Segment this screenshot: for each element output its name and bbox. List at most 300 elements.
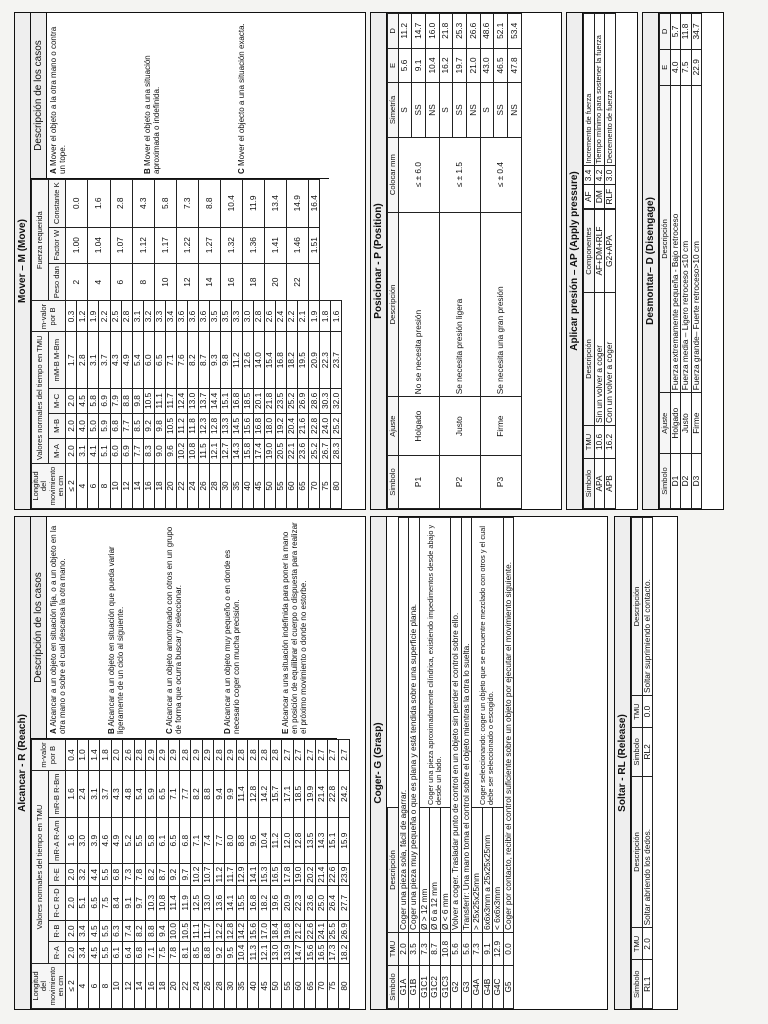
table-cell: 7.3: [419, 933, 430, 966]
table-cell: 11.2: [214, 864, 225, 886]
table-cell: 3.7: [99, 332, 110, 388]
table-cell: 21.8: [439, 14, 453, 49]
table-cell: 15.5: [236, 885, 247, 920]
table-row: [168, 740, 179, 1009]
table-cell: 2.2: [99, 301, 110, 332]
table-cell: SS: [453, 83, 467, 137]
table-cell: 22: [176, 464, 187, 509]
table-cell: 2.9: [202, 740, 213, 771]
table-cell: 16.0: [425, 14, 439, 49]
table-cell: G4A: [472, 966, 483, 1009]
reach-col-desc: Descripción de los casos: [31, 517, 47, 738]
table-row: [316, 740, 327, 1009]
table-cell: 2.8: [248, 740, 259, 771]
table-cell: 13.6: [214, 885, 225, 920]
table-cell: 1.6: [88, 180, 110, 228]
position-col-e: E: [388, 48, 399, 83]
table-cell: S: [439, 83, 453, 137]
table-cell: 45: [253, 464, 264, 509]
table-cell: 3.0: [242, 301, 253, 332]
table-cell: Holgado: [670, 393, 681, 454]
table-cell: 8.2: [145, 864, 156, 886]
table-cell: 14.2: [259, 771, 270, 818]
position-col-desc: Descripción: [388, 212, 399, 397]
table-cell: 80: [339, 964, 350, 1009]
table-cell: G1C2: [430, 966, 441, 1009]
table-cell: 18.2: [339, 942, 350, 964]
table-cell: 21.0: [466, 48, 480, 83]
table-cell: 18.2: [287, 332, 298, 388]
table-cell: 70: [309, 464, 320, 509]
table-cell: 70: [316, 964, 327, 1009]
table-cell: 22.6: [304, 920, 315, 942]
table-cell: 3.9: [89, 817, 100, 863]
table-row: [309, 180, 320, 509]
move-case: [47, 13, 141, 178]
table-cell: 0.3: [66, 301, 77, 332]
table-cell: 1.2: [77, 301, 88, 332]
table-cell: 4.1: [88, 438, 99, 463]
table-cell: 5.5: [100, 864, 111, 886]
table-cell: 0.0: [503, 933, 514, 966]
table-cell: 2.7: [316, 740, 327, 771]
table-cell: 4.8: [123, 771, 134, 818]
table-cell: 14.3: [231, 438, 242, 463]
table-cell: 23.9: [339, 864, 350, 886]
table-cell: Se necesita una gran presión: [480, 212, 521, 397]
table-cell: Fuerza grande– Fuerte retroceso>10 cm: [691, 85, 702, 393]
move-col-length: Longitud del movimiento en cm: [32, 464, 66, 509]
table-cell: 30.3: [320, 388, 331, 413]
table-cell: Coger una pieza sola, fácil de agarrar.: [398, 518, 409, 933]
table-cell: 16.5: [270, 864, 281, 886]
table-cell: 19.2: [275, 413, 286, 438]
table-cell: 2.0: [66, 438, 77, 463]
table-cell: 6.9: [99, 388, 110, 413]
table-cell: P2: [439, 455, 480, 508]
table-cell: 15.6: [248, 920, 259, 942]
table-cell: 10.5: [179, 920, 190, 942]
table-cell: 2.8: [270, 740, 281, 771]
table-cell: 23.6: [298, 438, 309, 463]
table-cell: 8.5: [132, 413, 143, 438]
table-cell: 4.9: [121, 332, 132, 388]
table-cell: 46.5: [494, 48, 508, 83]
table-cell: 9.5: [225, 942, 236, 964]
rotated-sheet: [14, 10, 754, 1010]
table-cell: 16.8: [253, 413, 264, 438]
apply-title: Aplicar presión – AP (Apply pressure): [567, 13, 583, 509]
table-cell: No se necesita presión: [398, 212, 439, 397]
table-cell: 9.2: [214, 942, 225, 964]
disengage-col-d: D: [660, 14, 671, 50]
table-cell: 19.5: [298, 332, 309, 388]
table-cell: 11.9: [179, 885, 190, 920]
table-cell: 6.0: [143, 332, 154, 388]
table-cell: 9.6: [165, 438, 176, 463]
table-cell: 7.6: [176, 332, 187, 388]
release-col-tmu-2: TMU: [632, 696, 643, 728]
table-cell: 4.3: [111, 771, 122, 818]
table-cell: 2.4: [275, 301, 286, 332]
table-row: [320, 180, 331, 509]
disengage-col-e: E: [660, 49, 671, 85]
table-cell: 2.0: [111, 740, 122, 771]
table-row: [191, 740, 202, 1009]
case-tag: B: [143, 168, 152, 174]
release-cell: RL2: [642, 728, 653, 777]
case-tag: B: [107, 728, 116, 734]
table-cell: 1.04: [88, 227, 110, 263]
table-cell: 9.9: [225, 771, 236, 818]
table-cell: 27.7: [339, 885, 350, 920]
table-row: [236, 740, 247, 1009]
table-cell: 9.6: [248, 817, 259, 863]
table-cell: D2: [681, 454, 692, 509]
table-cell: P1: [398, 455, 439, 508]
table-cell: 9.8: [132, 388, 143, 413]
table-cell: Con un volver a coger: [605, 293, 616, 426]
table-cell: 9.1: [123, 885, 134, 920]
table-row: [214, 740, 225, 1009]
table-cell: 21.4: [316, 864, 327, 886]
table-row: [248, 740, 259, 1009]
table-cell: [309, 263, 320, 301]
table-cell: 8.8: [145, 920, 156, 942]
table-cell: 2.8: [214, 740, 225, 771]
table-cell: 11.4: [236, 771, 247, 818]
table-cell: 9.1: [482, 933, 493, 966]
table-cell: Coger una pieza aproximadamente cilíndrica, existiendo impedimentos desde abajo y desde un lado.: [419, 518, 451, 808]
table-cell: 24.0: [320, 413, 331, 438]
table-cell: 15.8: [242, 438, 253, 463]
table-row: [89, 740, 100, 1009]
table-cell: 75: [320, 464, 331, 509]
table-cell: 14.5: [231, 413, 242, 438]
table-cell: 20.4: [287, 413, 298, 438]
table-cell: 10.5: [143, 388, 154, 413]
table-cell: 5.0: [88, 413, 99, 438]
table-cell: 10: [110, 464, 121, 509]
table-cell: 25.2: [331, 413, 342, 438]
table-cell: ≤ ± 1.5: [439, 137, 480, 212]
table-row: [670, 14, 681, 509]
table-cell: 28.6: [309, 388, 320, 413]
disengage-col-desc: Descripción: [660, 85, 671, 393]
table-cell: 7.1: [165, 332, 176, 388]
table-row: [264, 180, 275, 509]
table-cell: 2.7: [282, 740, 293, 771]
apply-col-tmu: TMU: [584, 425, 595, 458]
move-col-mhb: mM-B M-Bm: [49, 332, 66, 388]
table-cell: 6: [89, 964, 100, 1009]
table-cell: Firme: [480, 397, 521, 456]
table-cell: 18.5: [242, 388, 253, 413]
table-row: [327, 740, 338, 1009]
table-cell: 50: [270, 964, 281, 1009]
table-row: [66, 740, 77, 1009]
disengage-col-symbol: Simbolo: [660, 454, 671, 509]
reach-col-values: Valores normales del tiempo en TMU: [32, 771, 49, 964]
table-cell: 1.41: [264, 227, 286, 263]
table-cell: 2.9: [157, 740, 168, 771]
table-cell: 13.0: [270, 942, 281, 964]
release-col-tmu: TMU: [632, 928, 643, 960]
table-cell: 3.7: [100, 771, 111, 818]
table-cell: 11.2: [231, 332, 242, 388]
table-cell: 60: [287, 464, 298, 509]
reach-case: [221, 517, 279, 738]
table-row: [134, 740, 145, 1009]
grasp-col-tmu: TMU: [388, 933, 399, 966]
reach-col-mrb: mR-B R-Bm: [49, 771, 66, 818]
table-cell: 60: [293, 964, 304, 1009]
table-row: [472, 518, 483, 1009]
table-cell: D3: [691, 454, 702, 509]
table-cell: 2.0: [66, 413, 77, 438]
table-cell: 5.1: [99, 438, 110, 463]
table-cell: 2.7: [327, 740, 338, 771]
table-cell: 14.1: [225, 885, 236, 920]
table-cell: 20.1: [253, 388, 264, 413]
table-cell: G3: [461, 966, 472, 1009]
table-cell: 48.6: [480, 14, 494, 49]
table-cell: 3.4: [77, 942, 88, 964]
table-cell: 2.8: [253, 301, 264, 332]
table-cell: 8.2: [191, 771, 202, 818]
table-cell: 17.1: [282, 771, 293, 818]
table-cell: 7.1: [145, 942, 156, 964]
table-cell: 75: [327, 964, 338, 1009]
table-cell: 12.0: [282, 817, 293, 863]
table-row: [287, 180, 298, 509]
table-cell: 21.8: [264, 388, 275, 413]
table-cell: 20: [264, 263, 286, 301]
table-row: [594, 210, 605, 509]
table-cell: 2.0: [398, 933, 409, 966]
table-cell: 6.3: [111, 920, 122, 942]
table-cell: 35: [236, 964, 247, 1009]
table-cell: DM: [594, 185, 605, 209]
table-row: [439, 14, 453, 509]
table-row: [132, 180, 143, 509]
table-cell: 10: [154, 263, 176, 301]
table-row: [154, 180, 165, 509]
table-cell: 24: [191, 964, 202, 1009]
table-cell: 16: [145, 964, 156, 1009]
table-row: [202, 740, 213, 1009]
table-cell: 9.3: [209, 332, 220, 388]
table-cell: 30: [220, 464, 231, 509]
table-cell: 8.1: [179, 942, 190, 964]
table-cell: 3.5: [409, 933, 420, 966]
table-cell: 28: [209, 464, 220, 509]
case-tag: A: [49, 728, 58, 734]
table-cell: 7.3: [176, 180, 198, 228]
table-cell: < 6x6x3mm: [493, 808, 504, 933]
release-cell: Soltar suprimiendo el contacto.: [642, 518, 653, 696]
table-cell: 3.1: [77, 438, 88, 463]
table-cell: 12: [176, 263, 198, 301]
table-row: [503, 518, 514, 1009]
table-cell: 26.4: [327, 885, 338, 920]
table-cell: 4.4: [89, 864, 100, 886]
table-cell: 23.7: [331, 332, 342, 388]
table-row: [176, 180, 187, 509]
table-cell: 1.9: [88, 301, 99, 332]
table-cell: Transferir: Una mano toma el control sobre el objeto mientras la otra lo suelta.: [461, 518, 472, 933]
table-cell: 25.0: [316, 885, 327, 920]
table-cell: 7.8: [168, 942, 179, 964]
table-cell: Coger por contacto, recibir el control suficiente sobre un objeto por ejecutar el movimiento siguiente.: [503, 518, 514, 933]
table-cell: 22.9: [691, 49, 702, 85]
table-cell: 7.5: [100, 885, 111, 920]
move-col-force: Fuerza requerida: [32, 180, 49, 301]
table-cell: 15.1: [327, 817, 338, 863]
table-cell: 10.2: [176, 438, 187, 463]
table-cell: 13.3: [220, 413, 231, 438]
table-cell: 14: [132, 464, 143, 509]
reach-section: [14, 516, 366, 1010]
table-cell: 4.5: [89, 920, 100, 942]
table-row: [270, 740, 281, 1009]
table-cell: 30: [225, 964, 236, 1009]
table-cell: 9.0: [154, 438, 165, 463]
table-cell: 16.2: [605, 425, 616, 458]
reach-col-rc: R-C R-D: [49, 885, 66, 920]
reach-col-mra: mR-A R-Am: [49, 817, 66, 863]
table-row: [594, 14, 605, 209]
table-cell: 11.2: [270, 817, 281, 863]
table-cell: Incremento de fuerza: [584, 14, 595, 166]
table-cell: 5.5: [100, 942, 111, 964]
table-cell: 1.12: [132, 227, 154, 263]
table-cell: 12.8: [225, 920, 236, 942]
table-cell: 7.7: [179, 771, 190, 818]
table-cell: ≤ ± 0.4: [480, 137, 521, 212]
table-cell: 8.0: [225, 817, 236, 863]
table-cell: 5.2: [123, 817, 134, 863]
table-row: [110, 180, 121, 509]
table-cell: 26.6: [466, 14, 480, 49]
move-case: [235, 13, 329, 178]
table-cell: 15.9: [339, 817, 350, 863]
table-cell: 14: [134, 964, 145, 1009]
table-cell: 12.8: [209, 413, 220, 438]
table-cell: 22.8: [309, 413, 320, 438]
table-row: [259, 740, 270, 1009]
table-cell: 5.6: [461, 933, 472, 966]
table-cell: 5.9: [145, 771, 156, 818]
table-cell: 15.3: [259, 864, 270, 886]
table-row: [145, 740, 156, 1009]
table-cell: 1.6: [66, 771, 77, 818]
table-cell: 1.9: [309, 301, 320, 332]
table-cell: SS: [494, 83, 508, 137]
table-cell: 16.2: [439, 48, 453, 83]
table-cell: 7.7: [214, 817, 225, 863]
table-cell: Se necesita presión ligera: [439, 212, 480, 397]
table-cell: 18: [242, 263, 264, 301]
table-cell: 2.8: [110, 180, 132, 228]
table-cell: 19.6: [270, 885, 281, 920]
table-cell: 7.3: [123, 864, 134, 886]
table-cell: 8: [132, 263, 154, 301]
table-cell: 26.9: [298, 388, 309, 413]
table-cell: 5.4: [132, 332, 143, 388]
table-cell: 15.4: [264, 332, 275, 388]
table-cell: 2.2: [287, 301, 298, 332]
table-cell: 11.8: [187, 413, 198, 438]
apply-comp-table: [583, 13, 616, 209]
table-cell: 9.1: [412, 48, 426, 83]
table-cell: 5.8: [88, 388, 99, 413]
table-cell: 40: [242, 464, 253, 509]
table-cell: 22.6: [327, 864, 338, 886]
table-cell: 6.0: [110, 438, 121, 463]
table-cell: 4.0: [670, 49, 681, 85]
case-text: Mover el objeto a una situación aproximada o indefinida.: [143, 55, 162, 174]
table-cell: 12.9: [236, 864, 247, 886]
move-col-mb: M-B: [49, 413, 66, 438]
table-cell: 25.2: [287, 388, 298, 413]
table-cell: 8.2: [187, 332, 198, 388]
table-cell: 6.5: [157, 771, 168, 818]
table-cell: 14.9: [287, 180, 309, 228]
table-cell: 7.1: [191, 817, 202, 863]
table-cell: 11.7: [202, 920, 213, 942]
table-cell: AF+DM+RLF: [594, 210, 605, 293]
table-cell: 5.7: [670, 14, 681, 50]
table-cell: 18: [154, 464, 165, 509]
table-cell: Decremento de fuerza: [605, 14, 616, 166]
table-row: [681, 14, 692, 509]
move-table: [31, 179, 342, 509]
table-cell: 7.5: [681, 49, 692, 85]
table-cell: 11.3: [248, 942, 259, 964]
table-cell: 55: [282, 964, 293, 1009]
table-cell: 10.8: [440, 933, 451, 966]
table-row: [242, 180, 253, 509]
case-text: Alcancar a un objeto muy pequeño o en donde es necesario coger con mucha precisión.: [223, 549, 242, 734]
table-cell: 6.8: [179, 817, 190, 863]
position-col-sym: Simetría: [388, 83, 399, 137]
table-cell: 20.9: [309, 332, 320, 388]
table-cell: 8.2: [134, 920, 145, 942]
table-cell: ≤ ± 6.0: [398, 137, 439, 212]
table-row: [584, 14, 595, 209]
table-cell: 2.8: [179, 740, 190, 771]
table-cell: 80: [331, 464, 342, 509]
table-row: [77, 740, 88, 1009]
table-cell: Coger una pieza muy pequeña o que es plana y está tendida sobre una superficie plana.: [409, 518, 420, 933]
table-row: [339, 740, 350, 1009]
release-col-symbol-2: Simbolo: [632, 728, 643, 777]
table-cell: 3.4: [584, 166, 595, 185]
table-cell: 20.2: [304, 864, 315, 886]
position-col-place: Colocar mm: [388, 137, 399, 212]
table-row: [198, 180, 209, 509]
table-cell: 7.3: [472, 933, 483, 966]
table-cell: 8.5: [191, 942, 202, 964]
table-cell: 8.4: [111, 885, 122, 920]
table-cell: 1.6: [331, 301, 342, 332]
table-row: [304, 740, 315, 1009]
table-cell: 2.5: [110, 301, 121, 332]
table-cell: 4.3: [110, 332, 121, 388]
table-row: [225, 740, 236, 1009]
table-cell: 13.0: [202, 885, 213, 920]
